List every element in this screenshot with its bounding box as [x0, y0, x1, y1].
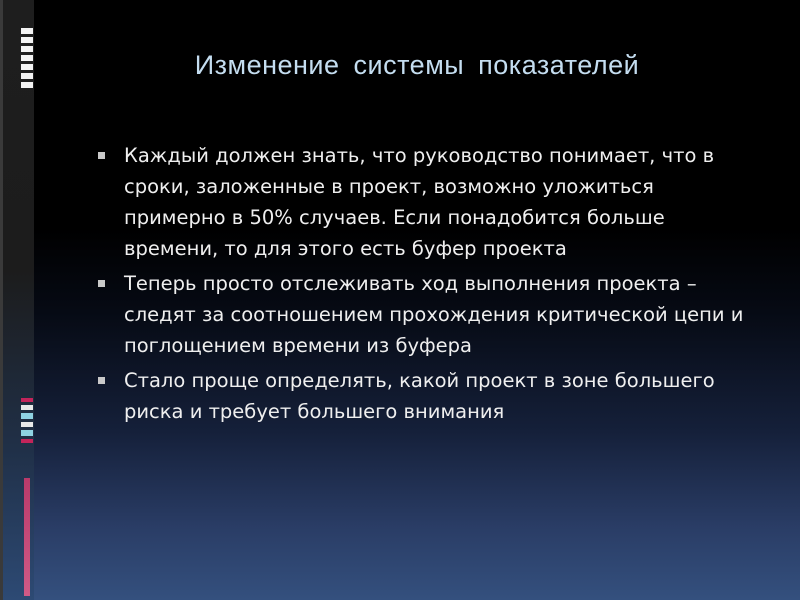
- stripe: [21, 405, 33, 410]
- bottom-stripe-decoration: [21, 398, 33, 446]
- square-bullet-icon: [98, 280, 105, 287]
- stripe: [21, 37, 33, 43]
- stripe: [21, 64, 33, 70]
- stripe: [21, 46, 33, 52]
- square-bullet-icon: [98, 377, 105, 384]
- stripe: [21, 55, 33, 61]
- bullet-text: Каждый должен знать, что руководство понимает, что в сроки, заложенные в проект, возможно уложиться примерно в 50% случаев. Если понадобится больше времени, то для этого есть буфер проекта: [124, 144, 715, 260]
- stripe: [21, 73, 33, 79]
- bullet-item: [96, 365, 756, 427]
- slide-title: Изменение системы показателей: [194, 50, 640, 80]
- pink-accent-bar: [24, 478, 30, 596]
- bullet-item: [96, 140, 756, 264]
- bullet-list: [96, 140, 756, 431]
- stripe: [21, 422, 33, 427]
- stripe: [21, 398, 33, 402]
- square-bullet-icon: [98, 152, 105, 159]
- stripe: [21, 430, 33, 436]
- bullet-item: [96, 268, 756, 361]
- stripe: [21, 439, 33, 443]
- stripe: [21, 28, 33, 34]
- top-stripe-decoration: [21, 28, 33, 91]
- bullet-text: Стало проще определять, какой проект в зоне большего риска и требует большего внимания: [124, 369, 715, 423]
- bullet-text: Теперь просто отслеживать ход выполнения проекта – следят за соотношением прохождения критической цепи и поглощением времени из буфера: [124, 272, 744, 357]
- left-edge-line: [0, 0, 3, 600]
- stripe: [21, 82, 33, 88]
- stripe: [21, 413, 33, 419]
